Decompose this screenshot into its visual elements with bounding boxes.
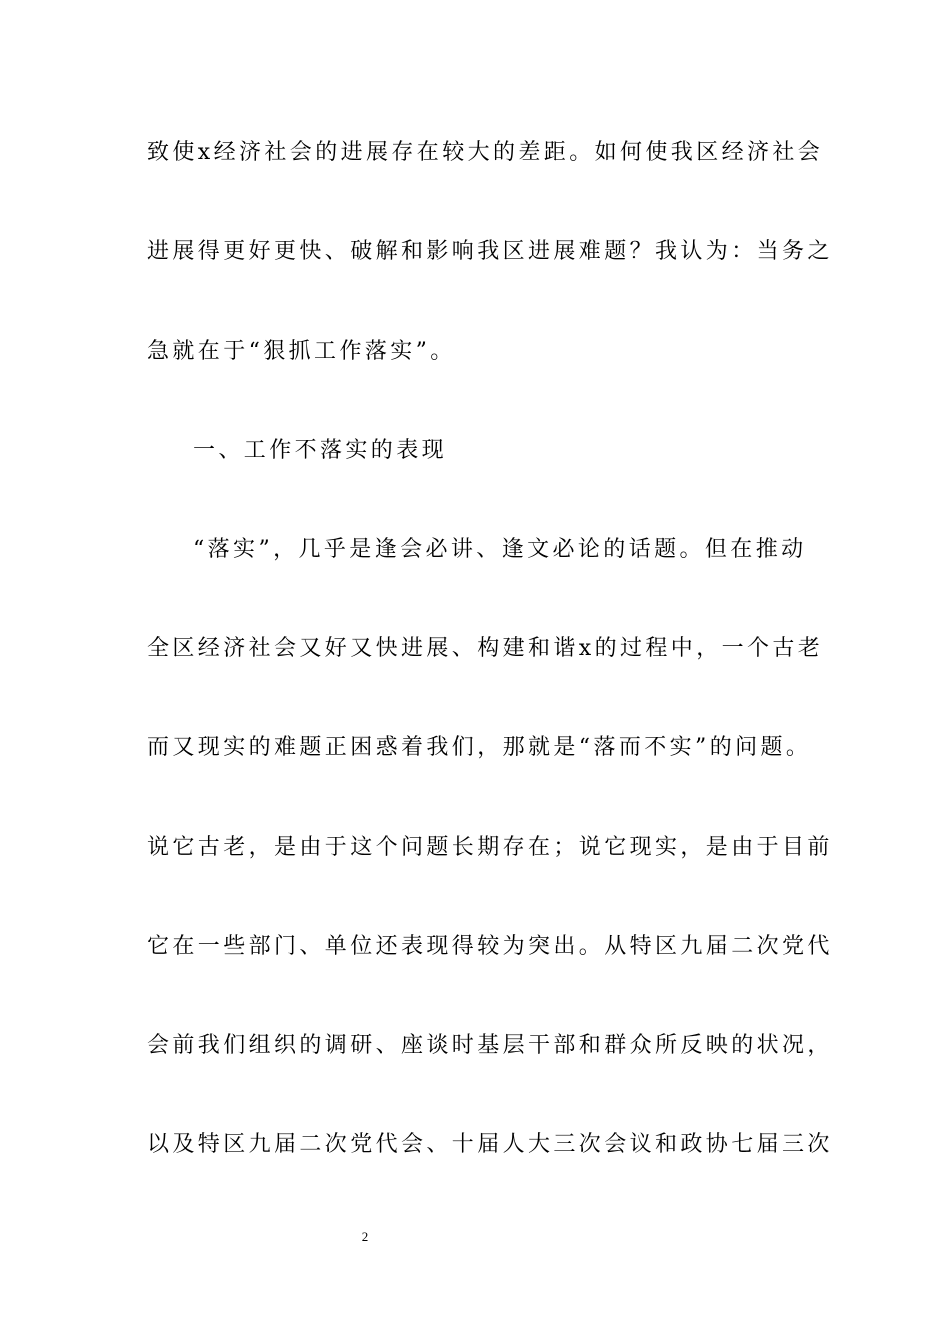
paragraph-line: 而又现实的难题正困惑着我们，那就是“落而不实”的问题。 — [147, 735, 812, 760]
paragraph-line: 会前我们组织的调研、座谈时基层干部和群众所反映的状况， — [147, 1033, 833, 1058]
page-number: 2 — [361, 1229, 369, 1244]
paragraph-line: 以及特区九届二次党代会、十届人大三次会议和政协七届三次 — [147, 1132, 833, 1157]
paragraph-line: 急就在于“狠抓工作落实”。 — [147, 339, 456, 364]
paragraph-line: 致使x经济社会的进展存在较大的差距。如何使我区经济社会 — [147, 140, 824, 165]
paragraph-line: 说它古老，是由于这个问题长期存在；说它现实，是由于目前 — [147, 835, 833, 860]
paragraph-line: “落实”，几乎是逢会必讲、逢文必论的话题。但在推动 — [193, 537, 807, 562]
paragraph-line: 全区经济社会又好又快进展、构建和谐x的过程中，一个古老 — [147, 636, 824, 661]
paragraph-line: 它在一些部门、单位还表现得较为突出。从特区九届二次党代 — [147, 934, 833, 959]
paragraph-line: 进展得更好更快、破解和影响我区进展难题？我认为：当务之 — [147, 239, 833, 264]
section-heading: 一、工作不落实的表现 — [193, 438, 448, 463]
